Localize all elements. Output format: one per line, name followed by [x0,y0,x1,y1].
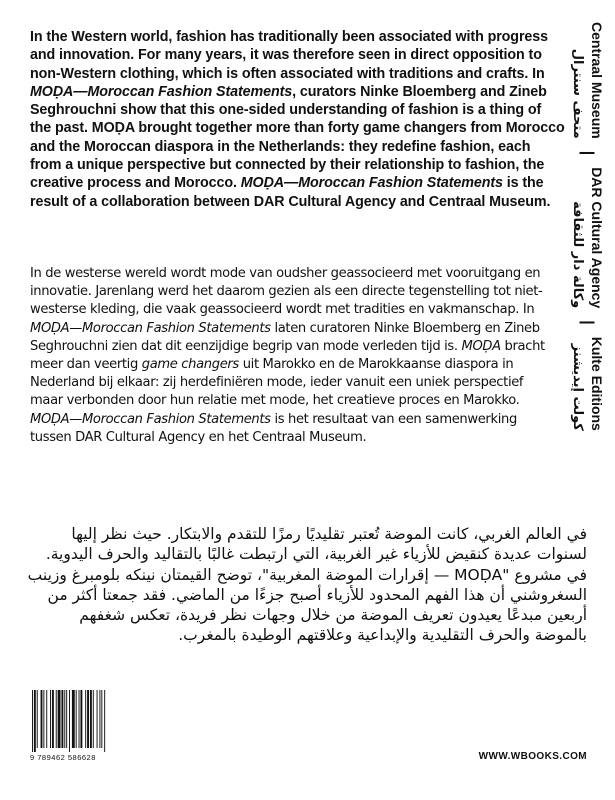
english-title-1: MOḌA—Moroccan Fashion Statements [30,83,293,100]
barcode-bar [43,690,44,748]
english-text-1: In the Western world, fashion has traditionally been associated with progress and innovation. For many years, it was therefore seen in direct opposition to non-Western clothing, which is often associated with traditions and crafts. In [30,29,548,82]
barcode-bar [52,690,54,748]
isbn-number: 9 789462 586628 [30,753,96,762]
dar-agency-arabic: وكالة دار للثقافة [570,201,585,309]
barcode-bar [87,690,89,748]
barcode-bar [46,690,47,748]
english-title-2: MOḌA—Moroccan Fashion Statements [240,175,503,192]
barcode-bar [69,690,70,752]
publisher-spine-column [560,22,615,582]
centraal-museum-label: Centraal Museum [589,22,605,139]
dutch-text-2: laten curatoren Ninke Bloemberg en Zineb Seghrouchni zien dat dit eenzijdige begrip van mode verleden tijd is. [30,320,540,354]
dutch-game-changers: game changers [141,357,239,373]
barcode-bar [50,690,51,748]
publisher-url: WWW.WBOOKS.COM [478,751,587,762]
barcode-bar [97,690,98,748]
dutch-title-1: MOḌA—Moroccan Fashion Statements [30,320,271,336]
barcode-graphic [30,690,130,752]
dutch-text-4: uit Marokko en de Marokkaanse diaspora in Nederland bij elkaar: zij herdefiniëren mode, ieder vanuit een uniek perspectief maar verbonden door hun relatie met mode, het creatieve proces en Marokko. [30,357,524,409]
barcode-bar [32,690,33,752]
barcode-bar [80,690,82,748]
separator-2: | [579,320,597,325]
barcode-bar [56,690,57,748]
credit-dar-agency [560,167,615,308]
dar-agency-label: DAR Cultural Agency [589,167,605,309]
barcode-bar [34,690,36,752]
credit-kulte-editions [560,337,615,431]
centraal-museum-arabic: متحف سنترال [570,48,585,139]
barcode-bar [85,690,86,748]
dutch-blurb [30,265,550,447]
kulte-editions-label: Kulte Editions [589,336,605,431]
english-blurb [30,28,565,211]
barcode [30,690,130,752]
kulte-editions-arabic: كولت إيديشنز [570,343,585,431]
barcode-bar [64,690,65,748]
credit-centraal-museum [560,22,615,139]
arabic-blurb: في العالم الغربي، كانت الموضة تُعتبر تقليديًا رمزًا للتقدم والابتكار. حيث نظر إليها لسنوات عديدة كنقيض للأزياء غير الغربية، التي ارتبطت غالبًا بالتقاليد والحرف اليدوية. في مشروع "MOḌA — إقرارات الموضة المغربية"، توضح القيمتان نينكه بلومبرغ وزينب السغروشني أن هذا الفهم المحدود للأزياء أصبح جزءًا من الماضي. فقد جمعتا أكثر من أربعين مبدعًا يعيدون تعريف الموضة من خلال وجهات نظر فريدة، تعكس شغفهم بالموضة والحرف التقليدية والإبداعية وعلاقتهم الوطيدة بالمغرب. [27,525,587,645]
barcode-bar [99,690,100,748]
barcode-bar [79,690,80,748]
dutch-text-3: bracht meer dan veertig [30,338,545,373]
barcode-bar [76,690,77,748]
barcode-bar [90,690,92,748]
barcode-bar [41,690,43,748]
dutch-title-2: MOḌA—Moroccan Fashion Statements [30,411,271,427]
separator-1: | [579,150,597,156]
barcode-bar [61,690,63,748]
english-text-3: is the result of a collaboration between DAR Cultural Agency and Centraal Museum. [30,175,551,210]
dutch-moda: MOḌA [461,338,501,354]
publisher-credits [560,22,615,582]
barcode-bar [101,690,102,748]
dutch-text-1: In de westerse wereld wordt mode van oudsher geassocieerd met vooruitgang en innovatie. Jarenlang werd het daarom gezien als een directe tegenstelling tot niet-westerse kleding, die vaak geassocieerd wordt met tradities en vakmanschap. In [30,266,543,318]
barcode-bar [104,690,105,752]
barcode-bar [72,690,75,748]
barcode-bar [66,690,67,748]
barcode-bar [37,690,38,748]
dutch-text-5: is het resultaat van een samenwerking tussen DAR Cultural Agency en het Centraal Museum. [30,411,517,445]
barcode-bar [58,690,61,748]
barcode-bar [93,690,94,748]
english-text-2: , curators Ninke Bloemberg and Zineb Seghrouchni show that this one-sided understanding of fashion is a thing of the past. MOḌA brought together more than forty game changers from Morocco and the Moroccan diaspora in the Netherlands: they redefine fashion, each from a unique perspective but connected by their relationship to fashion, the creative process and Morocco. [30,83,565,192]
